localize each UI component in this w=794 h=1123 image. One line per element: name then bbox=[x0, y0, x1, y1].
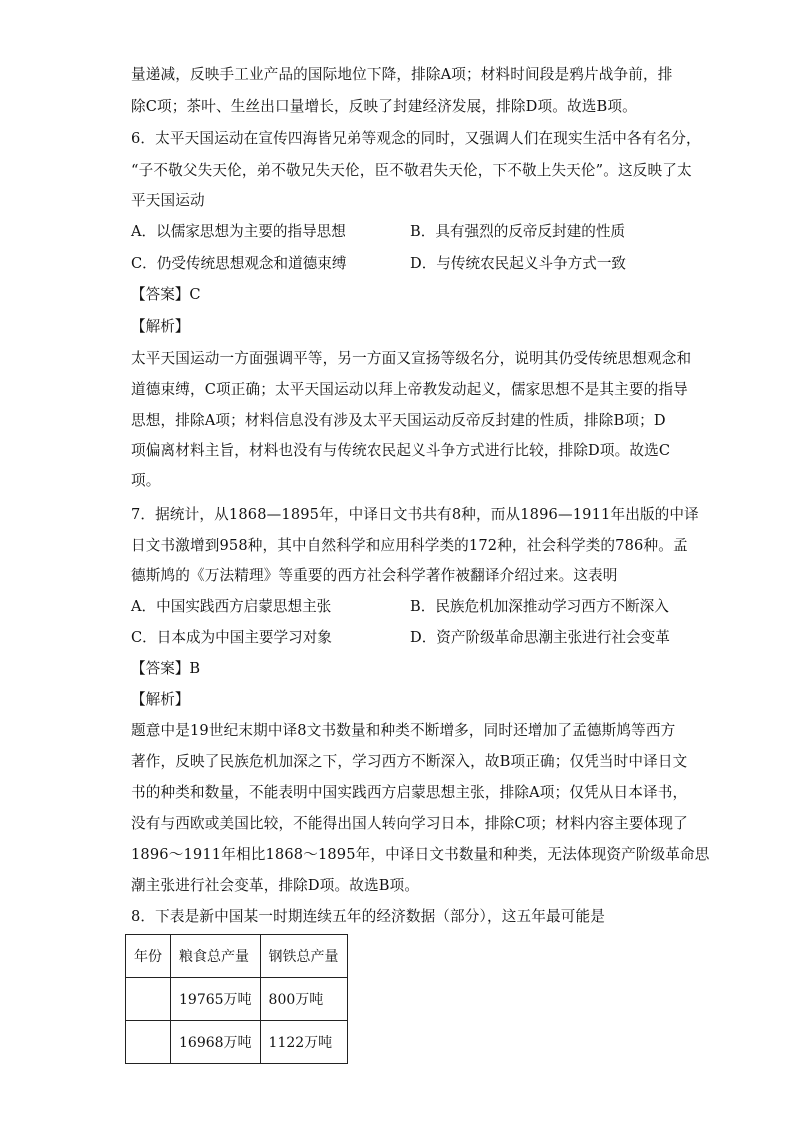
q7-option-a: A．中国实践西方启蒙思想主张 bbox=[131, 598, 332, 615]
q6-answer: 【答案】C bbox=[131, 286, 201, 303]
intro-line: 量递减，反映手工业产品的国际地位下降，排除A项；材料时间段是鸦片战争前，排 bbox=[131, 66, 673, 83]
q7-stem-line: 7．据统计，从1868—1895年，中译日文书共有8种，而从1896—1911年出版的中译 bbox=[131, 506, 699, 523]
q7-option-d: D．资产阶级革命思潮主张进行社会变革 bbox=[410, 629, 670, 646]
q7-stem-line: 德斯鸠的《万法精理》等重要的西方社会科学著作被翻译介绍过来。这表明 bbox=[131, 567, 618, 584]
q7-analysis-line: 1896～1911年相比1868～1895年，中译日文书数量和种类，无法体现资产阶级革命思 bbox=[131, 846, 710, 863]
q6-option-a: A．以儒家思想为主要的指导思想 bbox=[131, 223, 346, 240]
q6-option-b: B．具有强烈的反帝反封建的性质 bbox=[410, 223, 626, 240]
q6-analysis-line: 思想，排除A项；材料信息没有涉及太平天国运动反帝反封建的性质，排除B项；D bbox=[131, 412, 666, 429]
q6-analysis-line: 道德束缚，C项正确；太平天国运动以拜上帝教发动起义，儒家思想不是其主要的指导 bbox=[131, 381, 688, 398]
table-cell-year bbox=[126, 978, 171, 1021]
q7-stem-line: 日文书激增到958种，其中自然科学和应用科学类的172种，社会科学类的786种。孟 bbox=[131, 537, 688, 554]
table-cell-grain: 16968万吨 bbox=[171, 1021, 261, 1064]
header-cell-year: 年份 bbox=[126, 935, 171, 978]
header-cell-steel: 钢铁总产量 bbox=[260, 935, 347, 978]
q7-analysis-line: 潮主张进行社会变革，排除D项。故选B项。 bbox=[131, 877, 420, 894]
intro-line: 除C项；茶叶、生丝出口量增长，反映了封建经济发展，排除D项。故选B项。 bbox=[131, 98, 637, 115]
q6-stem-line: 平天国运动 bbox=[131, 192, 205, 209]
q6-option-d: D．与传统农民起义斗争方式一致 bbox=[410, 255, 627, 272]
q7-analysis-label: 【解析】 bbox=[131, 691, 190, 708]
q8-stem: 8．下表是新中国某一时期连续五年的经济数据（部分），这五年最可能是 bbox=[131, 908, 605, 925]
q7-answer: 【答案】B bbox=[131, 660, 201, 677]
table-cell-grain: 19765万吨 bbox=[171, 978, 261, 1021]
table-row bbox=[126, 1021, 348, 1064]
q7-analysis-line: 书的种类和数量，不能表明中国实践西方启蒙思想主张，排除A项；仅凭从日本译书， bbox=[131, 784, 688, 801]
q6-stem-line: 6．太平天国运动在宣传四海皆兄弟等观念的同时，又强调人们在现实生活中各有名分， bbox=[131, 130, 701, 147]
q6-analysis-label: 【解析】 bbox=[131, 318, 190, 335]
q7-analysis-line: 著作，反映了民族危机加深之下，学习西方不断深入，故B项正确；仅凭当时中译日文 bbox=[131, 753, 688, 770]
q6-analysis-line: 太平天国运动一方面强调平等，另一方面又宣扬等级名分，说明其仍受传统思想观念和 bbox=[131, 350, 692, 367]
economic-data-table bbox=[125, 934, 348, 1064]
table-header-row bbox=[126, 935, 348, 978]
header-cell-grain: 粮食总产量 bbox=[171, 935, 261, 978]
q7-analysis-line: 没有与西欧或美国比较，不能得出国人转向学习日本，排除C项；材料内容主要体现了 bbox=[131, 815, 688, 832]
q6-analysis-line: 项。 bbox=[131, 472, 161, 489]
q7-option-b: B．民族危机加深推动学习西方不断深入 bbox=[410, 598, 669, 615]
table-row bbox=[126, 978, 348, 1021]
table-cell-steel: 1122万吨 bbox=[260, 1021, 347, 1064]
table-cell-year bbox=[126, 1021, 171, 1064]
q7-option-c: C．日本成为中国主要学习对象 bbox=[131, 629, 332, 646]
q7-analysis-line: 题意中是19世纪末期中译8文书数量和种类不断增多，同时还增加了孟德斯鸠等西方 bbox=[131, 722, 676, 739]
q6-analysis-line: 项偏离材料主旨，材料也没有与传统农民起义斗争方式进行比较，排除D项。故选C bbox=[131, 442, 671, 459]
table-cell-steel: 800万吨 bbox=[260, 978, 347, 1021]
q6-option-c: C．仍受传统思想观念和道德束缚 bbox=[131, 255, 347, 272]
q6-stem-line: “子不敬父失天伦，弟不敬兄失天伦，臣不敬君失天伦，下不敬上失天伦”。这反映了太 bbox=[131, 162, 692, 179]
